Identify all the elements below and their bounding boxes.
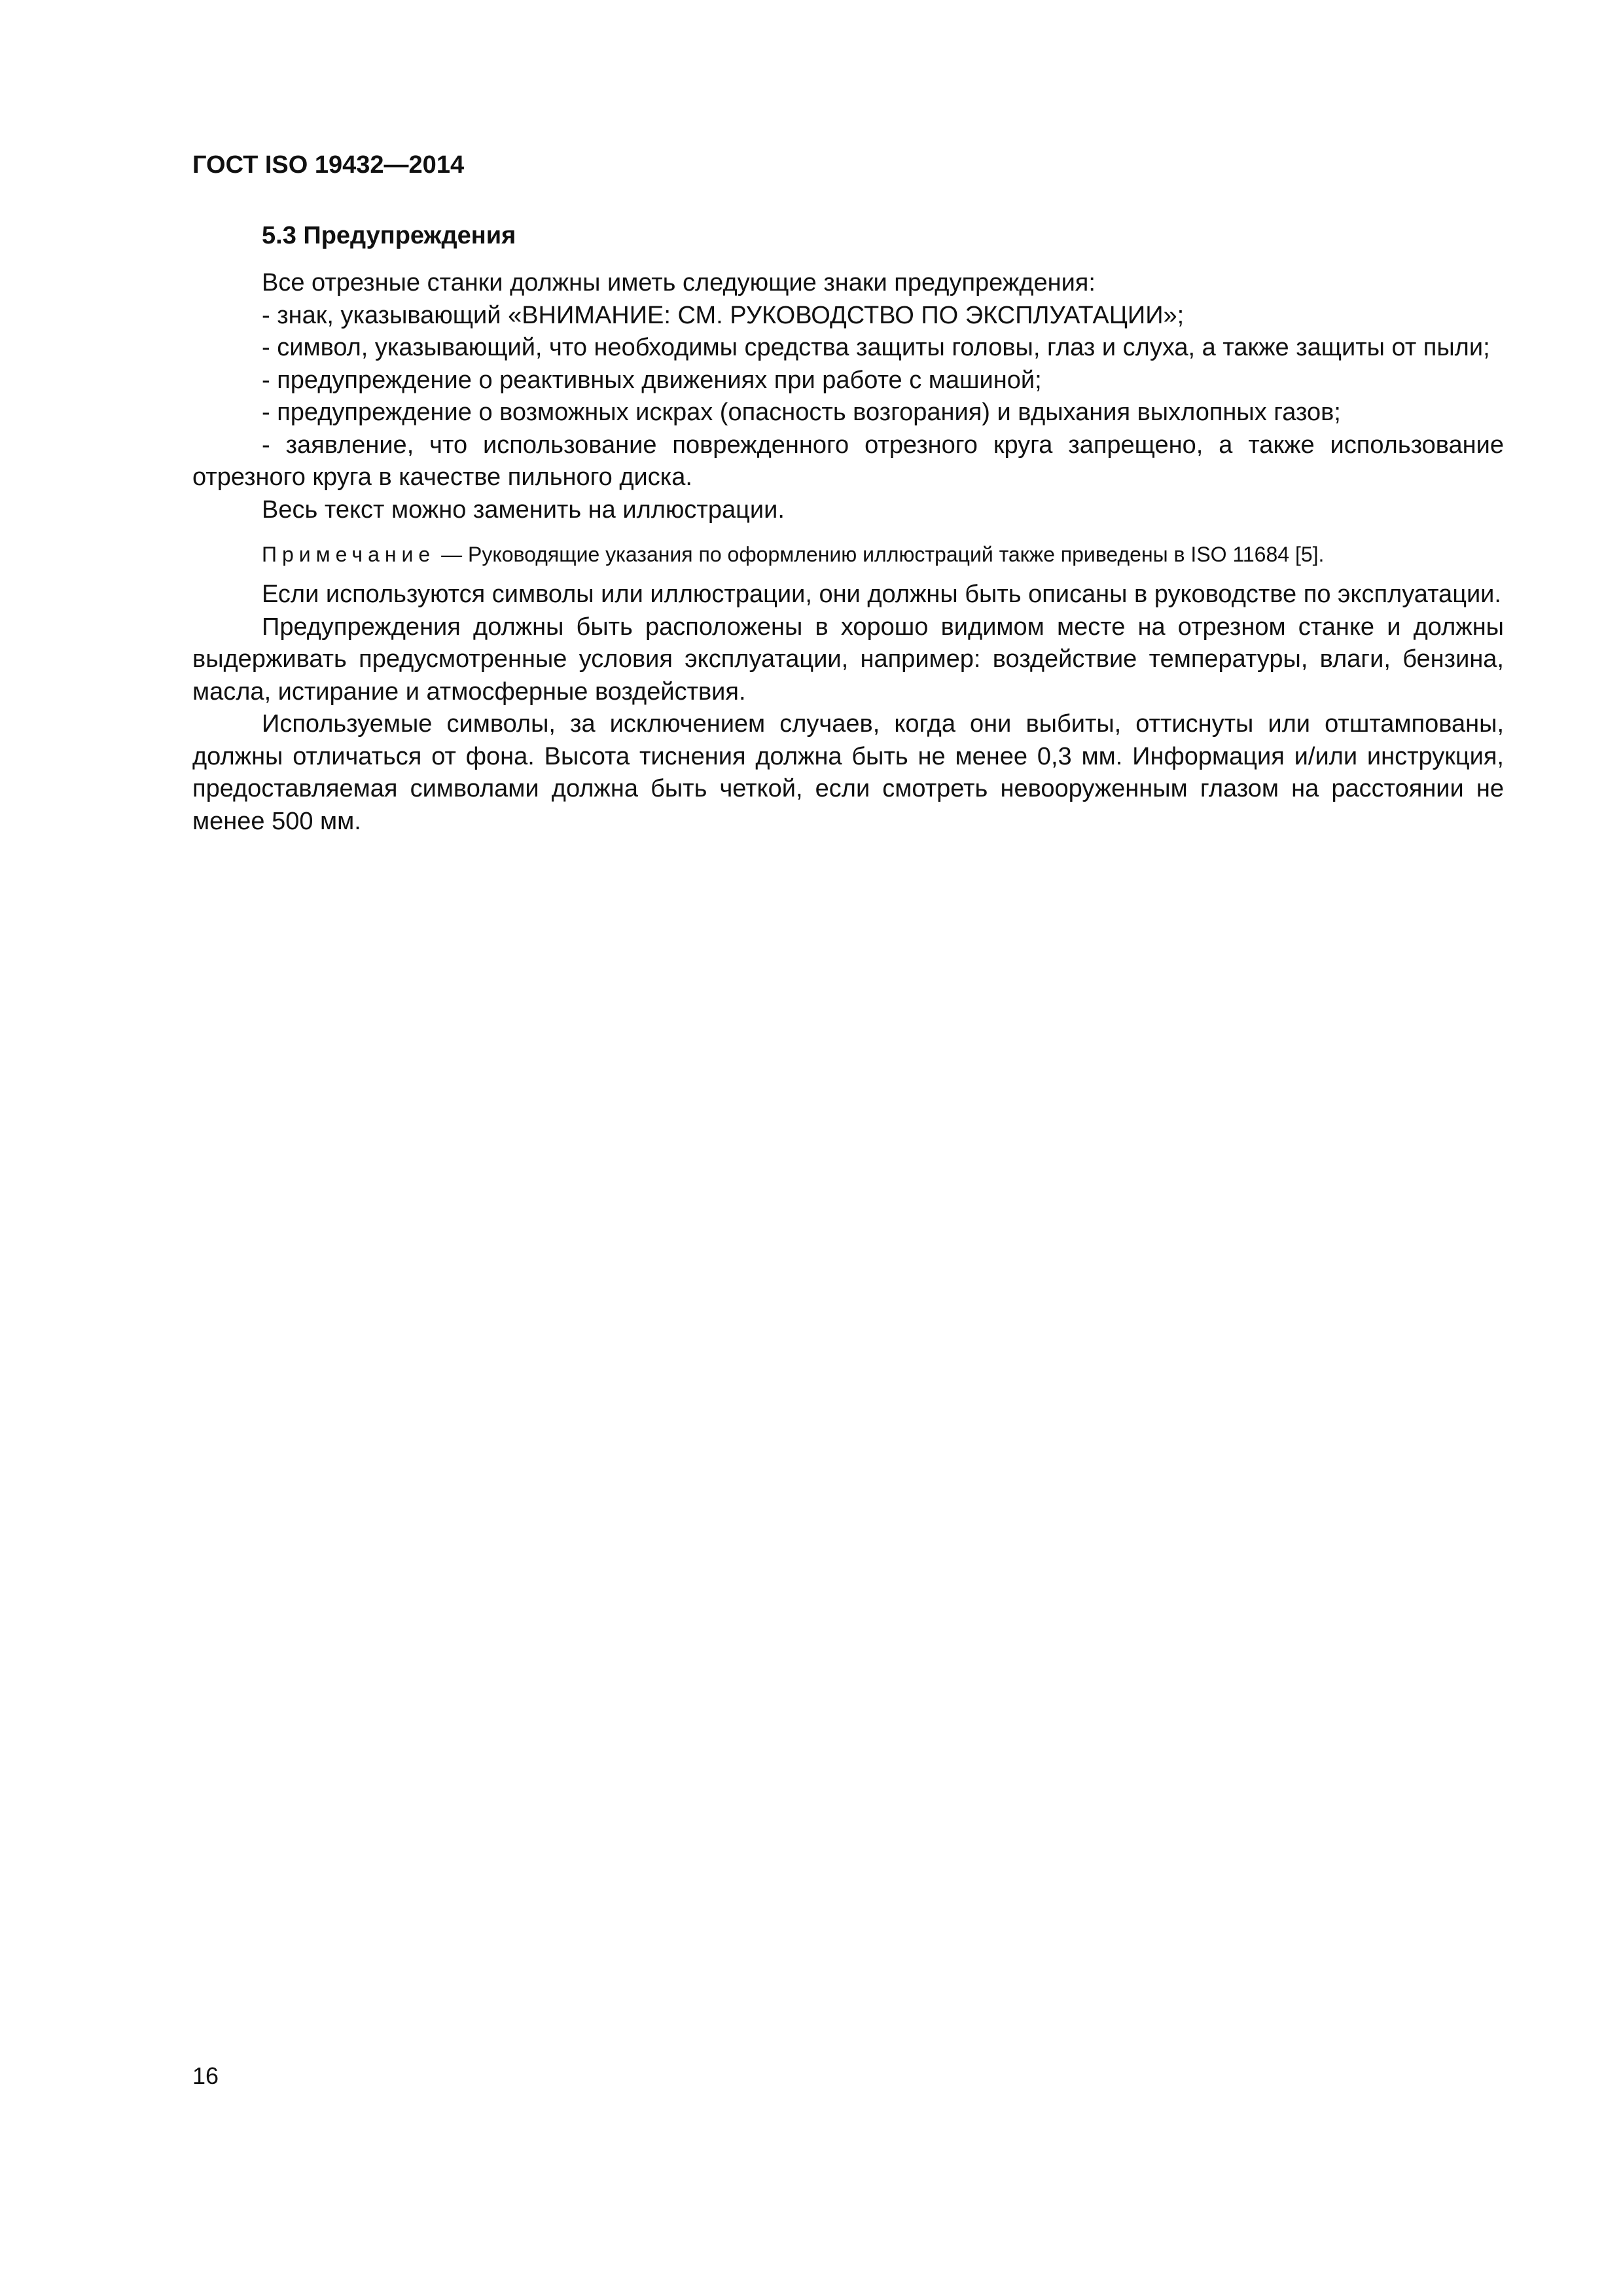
note: [192, 539, 1504, 569]
page-number: 16: [192, 2062, 219, 2089]
list-item-damaged-wheel-statement: - заявление, что использование поврежденного отрезного круга запрещено, а также использование отрезного круга в качестве пильного диска.: [192, 431, 1504, 491]
list-item-kickback-warning: - предупреждение о реактивных движениях при работе с машиной;: [262, 366, 1042, 394]
paragraph-symbols-requirements: Используемые символы, за исключением случаев, когда они выбиты, оттиснуты или отштампованы, должны отличаться от фона. Высота тиснения должна быть не менее 0,3 мм. Информация и/или инструкция, предоставляемая символами должна быть четкой, если смотреть невооруженным глазом на расстоянии не менее 500 мм.: [192, 710, 1504, 835]
note-text: — Руководящие указания по оформлению иллюстраций также приведены в ISO 11684 [5].: [435, 543, 1325, 566]
document-header: ГОСТ ISO 19432—2014: [192, 151, 465, 179]
paragraph-symbols-description: Если используются символы или иллюстрации, они должны быть описаны в руководстве по эксплуатации.: [262, 581, 1501, 608]
paragraph-intro: Все отрезные станки должны иметь следующие знаки предупреждения:: [262, 269, 1096, 296]
list-item-warning-sign: - знак, указывающий «ВНИМАНИЕ: СМ. РУКОВОДСТВО ПО ЭКСПЛУАТАЦИИ»;: [262, 301, 1185, 329]
page-content: [192, 219, 1504, 838]
note-label: Примечание: [262, 543, 436, 566]
section-title: 5.3 Предупреждения: [262, 222, 516, 249]
paragraph-illustrations: Весь текст можно заменить на иллюстрации.: [262, 495, 785, 524]
list-item-sparks-warning: - предупреждение о возможных искрах (опасность возгорания) и вдыхания выхлопных газов;: [262, 399, 1341, 426]
paragraph-warnings-placement: Предупреждения должны быть расположены в хорошо видимом месте на отрезном станке и должны выдерживать предусмотренные условия эксплуатации, например: воздействие температуры, влаги, бензина, масла, истирание и атмосферные воздействия.: [192, 613, 1504, 706]
list-item-protection-symbol: - символ, указывающий, что необходимы средства защиты головы, глаз и слуха, а также защиты от пыли;: [262, 334, 1490, 361]
